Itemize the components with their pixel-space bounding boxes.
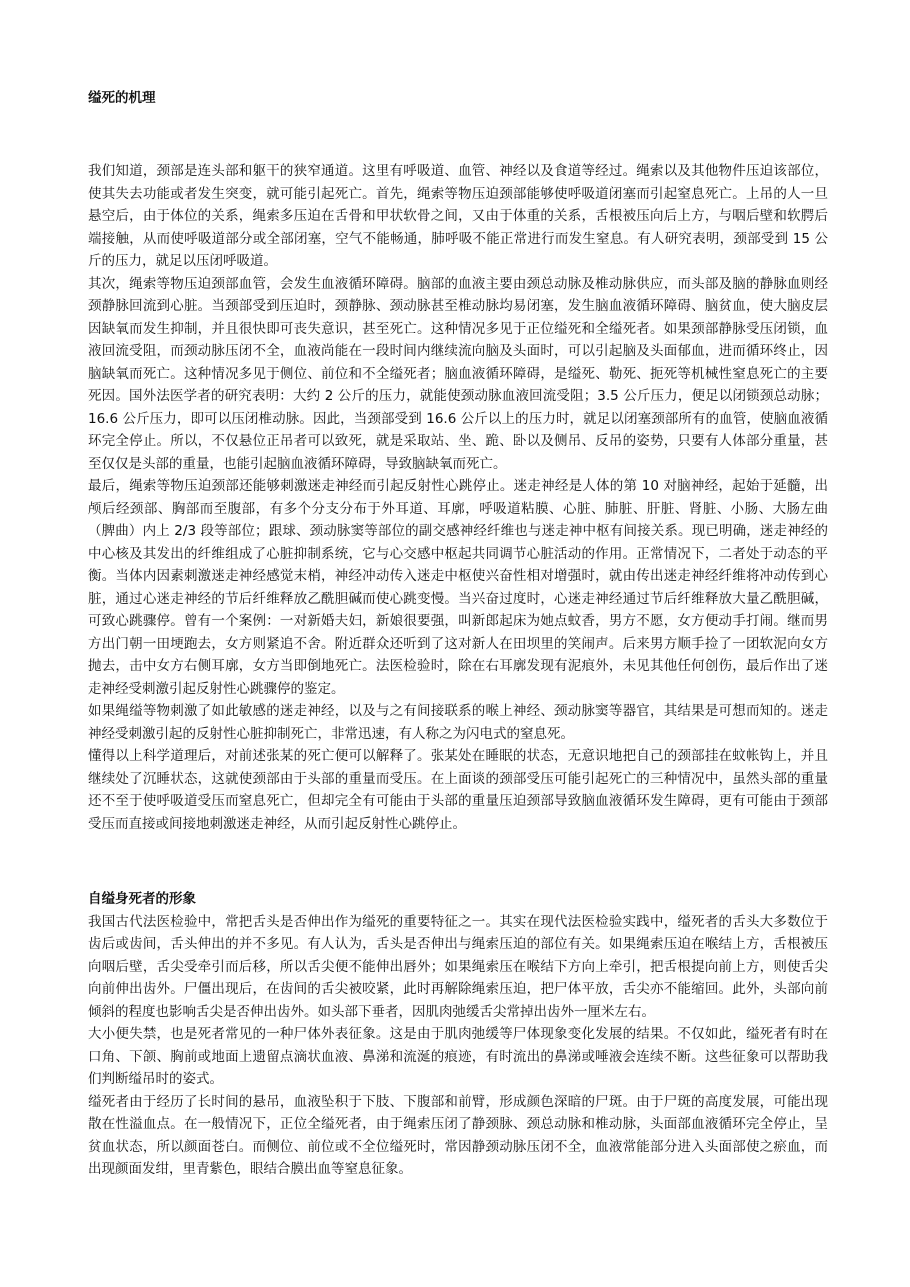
paragraph: 最后，绳索等物压迫颈部还能够刺激迷走神经而引起反射性心跳停止。迷走神经是人体的第 10 对脑神经，起始于延髓，出颅后经颈部、胸部而至腹部，有多个分支分布于外耳道、耳廓，呼吸道粘膜、心脏、肺脏、肝脏、肾脏、小肠、大肠左曲（脾曲）内上 2/3 段等部位；跟球、颈动脉窦等部位的副交感神经纤维也与迷走神中枢有间接关系。现已明确，迷走神经的中心核及其发出的纤维组成了心脏抑制系统，它与心交感中枢起共同调节心脏活动的作用。正常情况下，二者处于动态的平衡。当体内因素刺激迷走神经感觉末梢，神经冲动传入迷走中枢使兴奋性相对增强时，就由传出迷走神经纤维将冲动传到心脏，通过心迷走神经的节后纤维释放乙酰胆碱而使心跳变慢。当兴奋过度时，心迷走神经通过节后纤维释放大量乙酰胆碱，可致心跳骤停。曾有一个案例：一对新婚夫妇，新娘很要强，叫新郎起床为她点蚊香，男方不愿，女方便动手打闹。继而男方出门朝一田埂跑去，女方则紧追不舍。附近群众还听到了这对新人在田坝里的笑闹声。后来男方顺手捡了一团软泥向女方抛去，击中女方右侧耳廓，女方当即倒地死亡。法医检验时，除在右耳廓发现有泥痕外，未见其他任何创伤，最后作出了迷走神经受刺激引起反射性心跳骤停的鉴定。 [88, 478, 828, 697]
main-text-block [88, 160, 828, 835]
paragraph: 如果绳缢等物刺激了如此敏感的迷走神经，以及与之有间接联系的喉上神经、颈动脉窦等器官，其结果是可想而知的。迷走神经受刺激引起的反射性心脏抑制死亡，非常迅速，有人称之为闪电式的窒息死。 [88, 703, 828, 742]
paragraph: 懂得以上科学道理后，对前述张某的死亡便可以解释了。张某处在睡眠的状态，无意识地把自己的颈部挂在蚊帐钩上，并且继续处了沉睡状态，这就使颈部由于头部的重量而受压。在上面谈的颈部受压可能引起死亡的三种情况中，虽然头部的重量还不至于使呼吸道受压而窒息死亡，但却完全有可能由于头部的重量压迫颈部导致脑血液循环发生障碍，更有可能由于颈部受压而直接或间接地刺激迷走神经，从而引起反射性心跳停止。 [88, 748, 828, 832]
section-hanged-appearance [88, 888, 828, 1181]
document-title: 缢死的机理 [88, 90, 156, 106]
paragraph: 我们知道，颈部是连头部和躯干的狭窄通道。这里有呼吸道、血管、神经以及食道等经过。绳索以及其他物件压迫该部位，使其失去功能或者发生突变，就可能引起死亡。首先，绳索等物压迫颈部能够使呼吸道闭塞而引起窒息死亡。上吊的人一旦悬空后，由于体位的关系，绳索多压迫在舌骨和甲状软骨之间，又由于体重的关系，舌根被压向后上方，与咽后壁和软腭后端接触，从而使呼吸道部分或全部闭塞，空气不能畅通，肺呼吸不能正常进行而发生窒息。有人研究表明，颈部受到 15 公斤的压力，就足以压闭呼吸道。 [88, 163, 828, 269]
paragraph: 缢死者由于经历了长时间的悬吊，血液坠积于下肢、下腹部和前臂，形成颜色深暗的尸斑。由于尸斑的高度发展，可能出现散在性溢血点。在一般情况下，正位全缢死者，由于绳索压闭了静颈脉、颈总动脉和椎动脉，头面部血液循环完全停止，呈贫血状态，所以颜面苍白。而侧位、前位或不全位缢死时，常因静颈动脉压闭不全，血液常能部分进入头面部使之瘀血，而出现颜面发绀，里青紫色，眼结合膜出血等窒息征象。 [88, 1093, 828, 1177]
paragraph: 大小便失禁，也是死者常见的一种尸体外表征象。这是由于肌肉弛缓等尸体现象变化发展的结果。不仅如此，缢死者有时在口角、下颌、胸前或地面上遗留点滴状血液、鼻涕和流涎的痕迹，有时流出的鼻涕或唾液会连续不断。这些征象可以帮助我们判断缢吊时的姿式。 [88, 1026, 828, 1087]
paragraph: 其次，绳索等物压迫颈部血管，会发生血液循环障碍。脑部的血液主要由颈总动脉及椎动脉供应，而头部及脑的静脉血则经颈静脉回流到心脏。当颈部受到压迫时，颈静脉、颈动脉甚至椎动脉均易闭塞，发生脑血液循环障碍、脑贫血，使大脑皮层因缺氧而发生抑制，并且很快即可丧失意识，甚至死亡。这种情况多见于正位缢死和全缢死者。如果颈部静脉受压闭锁，血液回流受阻，而颈动脉压闭不全，血液尚能在一段时间内继续流向脑及头面时，可以引起脑及头面郁血，进而循环终止，因脑缺氧而死亡。这种情况多见于侧位、前位和不全缢死者；脑血液循环障碍，是缢死、勒死、扼死等机械性窒息死亡的主要死因。国外法医学者的研究表明：大约 2 公斤的压力，就能使颈动脉血液回流受阻；3.5 公斤压力，便足以闭锁颈总动脉；16.6 公斤压力，即可以压闭椎动脉。因此，当颈部受到 16.6 公斤以上的压力时，就足以闭塞颈部所有的血管，使脑血液循环完全停止。所以，不仅悬位正吊者可以致死，就是采取站、坐、跪、卧以及侧吊、反吊的姿势，只要有人体部分重量，甚至仅仅是头部的重量，也能引起脑血液循环障碍，导致脑缺氧而死亡。 [88, 275, 828, 472]
paragraph: 我国古代法医检验中，常把舌头是否伸出作为缢死的重要特征之一。其实在现代法医检验实践中，缢死者的舌头大多数位于齿后或齿间，舌头伸出的并不多见。有人认为，舌头是否伸出与绳索压迫的部位有关。如果绳索压迫在喉结上方，舌根被压向咽后壁，舌尖受牵引而后移，所以舌尖便不能伸出唇外；如果绳索压在喉结下方向上牵引，把舌根提向前上方，则使舌尖向前伸出齿外。尸僵出现后，在齿间的舌尖被咬紧，此时再解除绳索压迫，把尸体平放，舌尖亦不能缩回。此外，头部向前倾斜的程度也影响舌尖是否伸出齿外。如头部下垂者，因肌肉弛缓舌尖常掉出齿外一厘米左右。 [88, 913, 828, 1020]
section-subtitle: 自缢身死者的形象 [88, 891, 196, 907]
